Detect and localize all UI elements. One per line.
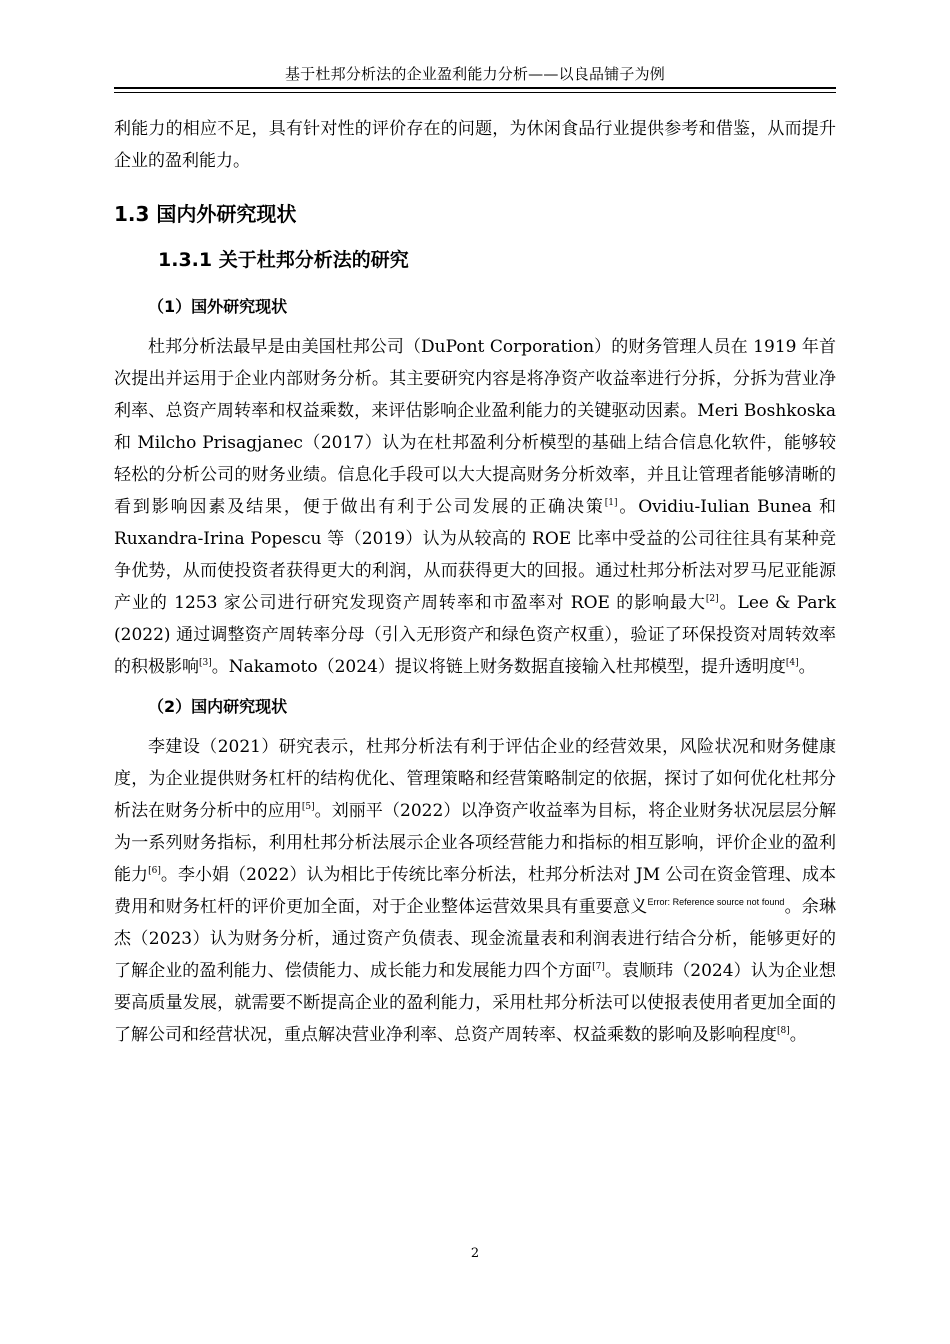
paragraph-text: 。 (798, 657, 816, 677)
page-body (114, 113, 836, 1051)
subsection-heading: 1.3.1 关于杜邦分析法的研究 (158, 249, 409, 271)
paragraph-text: 。袁顺玮（2024）认为企业想要高质量发展，就需要不断提高企业的盈利能力，采用杜邦分析法可以使报表使用者更加全面的了解公司和经营状况，重点解决营业净利率、总资产周转率、权益乘数的影响及影响程度 (114, 961, 837, 1045)
citation-4: [4] (785, 658, 799, 668)
paragraph-text: 。Lee & Park (2022) 通过调整资产周转率分母（引入无形资产和绿色资产权重），验证了环保投资对周转效率的积极影响 (114, 593, 836, 677)
reference-error-note: Error: Reference source not found (647, 897, 785, 907)
paragraph-text: 。李小娟（2022）认为相比于传统比率分析法，杜邦分析法对 JM 公司在资金管理、成本费用和财务杠杆的评价更加全面，对于企业整体运营效果具有重要意义 (114, 865, 837, 917)
intro-paragraph: 利能力的相应不足，具有针对性的评价存在的问题，为休闲食品行业提供参考和借鉴，从而提升企业的盈利能力。 (114, 119, 836, 171)
citation-2: [2] (705, 594, 719, 604)
section-heading: 1.3 国内外研究现状 (114, 202, 297, 226)
citation-1: [1] (604, 498, 618, 508)
paragraph-text: 杜邦分析法最早是由美国杜邦公司（DuPont Corporation）的财务管理人员在 1919 年首次提出并运用于企业内部财务分析。其主要研究内容是将净资产收益率进行分拆，分拆为营业净利率、总资产周转率和权益乘数，来评估影响企业盈利能力的关键驱动因素。Meri Boshkoska 和 Milcho Prisagjanec（2017）认为在杜邦盈利分析模型的基础上结合信息化软件，能够较轻松的分析公司的财务业绩。信息化手段可以大大提高财务分析效率，并且让管理者能够清晰的看到影响因素及结果，便于做出有利于公司发展的正确决策 (114, 337, 836, 517)
paragraph-text: 李建设（2021）研究表示，杜邦分析法有利于评估企业的经营效果，风险状况和财务健康度，为企业提供财务杠杆的结构优化、管理策略和经营策略制定的依据，探讨了如何优化杜邦分析法在财务分析中的应用 (114, 737, 836, 821)
citation-7: [7] (592, 962, 605, 972)
citation-5: [5] (301, 802, 315, 812)
header-rule-thick (114, 87, 836, 89)
page-number: 2 (470, 1246, 480, 1261)
domestic-research-paragraph (114, 731, 836, 1051)
domestic-research-heading: （2）国内研究现状 (148, 697, 288, 716)
running-header-title: 基于杜邦分析法的企业盈利能力分析——以良品铺子为例 (284, 65, 665, 83)
paragraph-text: 。 (789, 1025, 807, 1045)
foreign-research-heading: （1）国外研究现状 (148, 297, 288, 316)
paragraph-text: 。Ovidiu-Iulian Bunea 和 Ruxandra-Irina Popescu 等（2019）认为从较高的 ROE 比率中受益的公司往往具有某种竞争优势，从而使投资者获得更大的利润，从而获得更大的回报。通过杜邦分析法对罗马尼亚能源产业的 1253 家公司进行研究发现资产周转率和市盈率对 ROE 的影响最大 (114, 497, 837, 613)
paragraph-text: 。余琳杰（2023）认为财务分析，通过资产负债表、现金流量表和利润表进行结合分析，能够更好的了解企业的盈利能力、偿债能力、成长能力和发展能力四个方面 (114, 897, 837, 981)
paragraph-text: 。刘丽平（2022）以净资产收益率为目标，将企业财务状况层层分解为一系列财务指标，利用杜邦分析法展示企业各项经营能力和指标的相互影响，评价企业的盈利能力 (114, 801, 837, 885)
citation-8: [8] (777, 1026, 790, 1036)
citation-6: [6] (148, 866, 161, 876)
header-rule-thin (114, 92, 836, 93)
paragraph-text: 。Nakamoto（2024）提议将链上财务数据直接输入杜邦模型，提升透明度 (211, 657, 786, 677)
foreign-research-paragraph (114, 331, 836, 683)
citation-3: [3] (199, 658, 212, 668)
